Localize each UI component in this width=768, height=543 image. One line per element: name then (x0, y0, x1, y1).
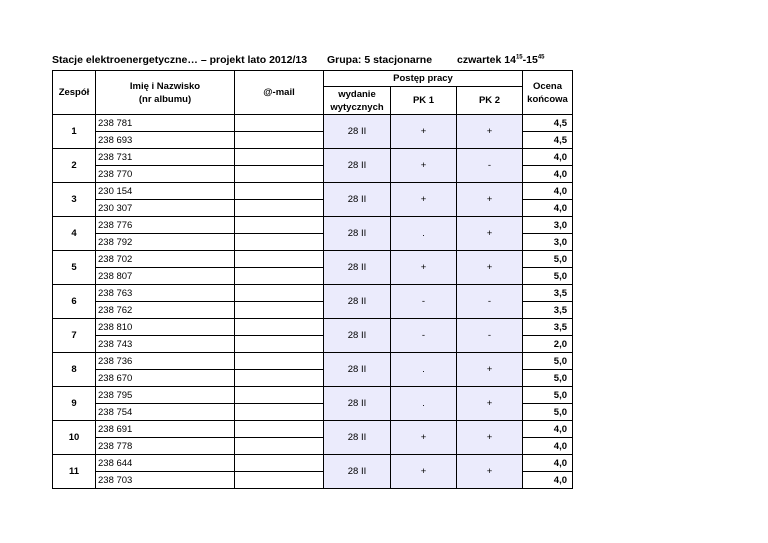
col-issue (324, 87, 391, 115)
pk1-mark: . (391, 217, 457, 251)
final-grade: 5,0 (523, 370, 573, 387)
album-number: 238 810 (96, 319, 235, 336)
grades-table (52, 70, 573, 489)
final-grade: 4,0 (523, 455, 573, 472)
col-pk2: PK 2 (457, 87, 523, 115)
album-number: 238 702 (96, 251, 235, 268)
email-cell (235, 336, 324, 353)
table-row (53, 421, 573, 438)
col-pk1: PK 1 (391, 87, 457, 115)
issue-date: 28 II (324, 319, 391, 353)
pk2-mark: + (457, 353, 523, 387)
album-number: 238 743 (96, 336, 235, 353)
issue-date: 28 II (324, 421, 391, 455)
pk2-mark: - (457, 149, 523, 183)
email-cell (235, 166, 324, 183)
pk2-mark: - (457, 319, 523, 353)
issue-date: 28 II (324, 455, 391, 489)
time-sup-start: 15 (515, 54, 523, 61)
album-number: 238 731 (96, 149, 235, 166)
email-cell (235, 421, 324, 438)
final-grade: 4,0 (523, 149, 573, 166)
pk2-mark: + (457, 387, 523, 421)
time-prefix: czwartek 14 (457, 54, 516, 66)
email-cell (235, 149, 324, 166)
table-row (53, 115, 573, 132)
pk2-mark: + (457, 217, 523, 251)
email-cell (235, 234, 324, 251)
table-row (53, 217, 573, 234)
col-issue-line1: wydanie (338, 88, 376, 100)
final-grade: 4,5 (523, 115, 573, 132)
course-title: Stacje elektroenergetyczne… – projekt lato 2012/13 (52, 54, 308, 66)
email-cell (235, 472, 324, 489)
album-number: 238 670 (96, 370, 235, 387)
final-grade: 3,0 (523, 234, 573, 251)
album-number: 238 691 (96, 421, 235, 438)
issue-date: 28 II (324, 387, 391, 421)
issue-date: 28 II (324, 251, 391, 285)
pk2-mark: + (457, 183, 523, 217)
album-number: 238 763 (96, 285, 235, 302)
pk1-mark: + (391, 183, 457, 217)
final-grade: 4,0 (523, 421, 573, 438)
email-cell (235, 115, 324, 132)
col-grade-line1: Ocena (532, 80, 563, 92)
col-grade-line2: końcowa (527, 93, 568, 105)
final-grade: 3,5 (523, 302, 573, 319)
album-number: 238 770 (96, 166, 235, 183)
final-grade: 4,5 (523, 132, 573, 149)
col-team: Zespół (53, 71, 96, 115)
email-cell (235, 251, 324, 268)
issue-date: 28 II (324, 285, 391, 319)
team-number: 10 (53, 421, 96, 455)
pk1-mark: + (391, 115, 457, 149)
album-number: 238 754 (96, 404, 235, 421)
final-grade: 4,0 (523, 438, 573, 455)
album-number: 238 778 (96, 438, 235, 455)
team-number: 2 (53, 149, 96, 183)
final-grade: 5,0 (523, 404, 573, 421)
final-grade: 4,0 (523, 472, 573, 489)
team-number: 1 (53, 115, 96, 149)
email-cell (235, 438, 324, 455)
final-grade: 5,0 (523, 353, 573, 370)
team-number: 6 (53, 285, 96, 319)
team-number: 8 (53, 353, 96, 387)
col-progress: Postęp pracy (324, 71, 523, 87)
team-number: 11 (53, 455, 96, 489)
album-number: 238 807 (96, 268, 235, 285)
pk1-mark: - (391, 319, 457, 353)
email-cell (235, 183, 324, 200)
album-number: 230 154 (96, 183, 235, 200)
album-number: 238 736 (96, 353, 235, 370)
issue-date: 28 II (324, 115, 391, 149)
email-cell (235, 455, 324, 472)
email-cell (235, 404, 324, 421)
album-number: 238 644 (96, 455, 235, 472)
table-row (53, 387, 573, 404)
table-row (53, 183, 573, 200)
album-number: 238 776 (96, 217, 235, 234)
table-row (53, 319, 573, 336)
final-grade: 3,5 (523, 285, 573, 302)
col-grade (523, 71, 573, 115)
album-number: 238 693 (96, 132, 235, 149)
pk2-mark: + (457, 251, 523, 285)
table-row (53, 251, 573, 268)
issue-date: 28 II (324, 183, 391, 217)
col-issue-line2: wytycznych (330, 101, 384, 113)
album-number: 238 781 (96, 115, 235, 132)
email-cell (235, 387, 324, 404)
final-grade: 2,0 (523, 336, 573, 353)
album-number: 238 792 (96, 234, 235, 251)
col-name-line2: (nr albumu) (138, 93, 192, 105)
group-label: Grupa: 5 stacjonarne (327, 54, 433, 66)
email-cell (235, 268, 324, 285)
pk1-mark: + (391, 149, 457, 183)
email-cell (235, 302, 324, 319)
final-grade: 5,0 (523, 251, 573, 268)
pk1-mark: + (391, 251, 457, 285)
album-number: 230 307 (96, 200, 235, 217)
issue-date: 28 II (324, 353, 391, 387)
pk1-mark: . (391, 387, 457, 421)
col-name-line1: Imię i Nazwisko (129, 80, 201, 92)
pk2-mark: - (457, 285, 523, 319)
team-number: 3 (53, 183, 96, 217)
table-row (53, 149, 573, 166)
email-cell (235, 319, 324, 336)
table-body (53, 115, 573, 489)
pk1-mark: . (391, 353, 457, 387)
final-grade: 5,0 (523, 268, 573, 285)
email-cell (235, 217, 324, 234)
team-number: 9 (53, 387, 96, 421)
time-label (457, 54, 545, 66)
pk2-mark: + (457, 115, 523, 149)
table-row (53, 353, 573, 370)
final-grade: 4,0 (523, 166, 573, 183)
table-row (53, 285, 573, 302)
time-mid: -15 (522, 54, 538, 66)
pk1-mark: + (391, 455, 457, 489)
email-cell (235, 370, 324, 387)
pk1-mark: - (391, 285, 457, 319)
issue-date: 28 II (324, 217, 391, 251)
email-cell (235, 285, 324, 302)
album-number: 238 703 (96, 472, 235, 489)
time-sup-end: 45 (537, 54, 545, 61)
final-grade: 4,0 (523, 183, 573, 200)
team-number: 5 (53, 251, 96, 285)
final-grade: 3,5 (523, 319, 573, 336)
final-grade: 4,0 (523, 200, 573, 217)
issue-date: 28 II (324, 149, 391, 183)
email-cell (235, 132, 324, 149)
table-row (53, 455, 573, 472)
team-number: 4 (53, 217, 96, 251)
album-number: 238 762 (96, 302, 235, 319)
col-email: @-mail (235, 71, 324, 115)
final-grade: 5,0 (523, 387, 573, 404)
album-number: 238 795 (96, 387, 235, 404)
email-cell (235, 353, 324, 370)
pk2-mark: + (457, 455, 523, 489)
col-name (96, 71, 235, 115)
pk1-mark: + (391, 421, 457, 455)
team-number: 7 (53, 319, 96, 353)
pk2-mark: + (457, 421, 523, 455)
email-cell (235, 200, 324, 217)
final-grade: 3,0 (523, 217, 573, 234)
